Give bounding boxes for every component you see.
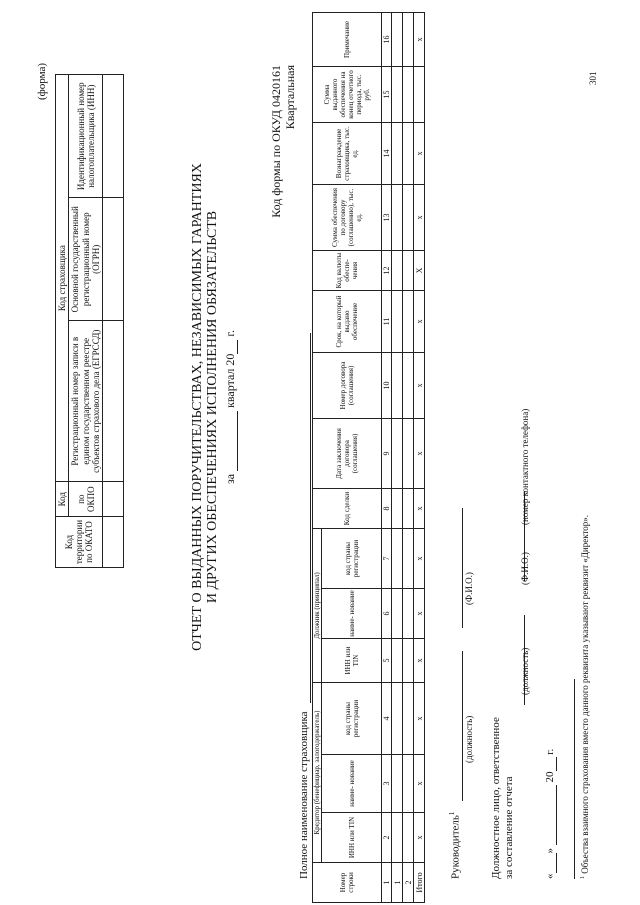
ogrn-value bbox=[103, 198, 124, 321]
table-cell: x bbox=[414, 813, 425, 863]
responsible-label: Должностное лицо, ответственное за составление отчета bbox=[490, 717, 515, 879]
table-cell bbox=[403, 185, 414, 251]
table-cell: x bbox=[414, 123, 425, 185]
footnote-divider bbox=[574, 679, 575, 879]
column-number-cell: 9 bbox=[382, 419, 392, 489]
column-number-cell: 2 bbox=[382, 813, 392, 863]
table-cell bbox=[392, 813, 403, 863]
table-cell: X bbox=[414, 251, 425, 291]
table-cell bbox=[392, 123, 403, 185]
column-number-cell: 5 bbox=[382, 639, 392, 683]
responsible-fio-caption: (Ф.И.О.) bbox=[520, 552, 530, 585]
table-row bbox=[403, 13, 414, 903]
column-number-cell: 4 bbox=[382, 683, 392, 755]
header-contract-date: Дата заключения договора (соглашения) bbox=[313, 419, 382, 489]
table-cell bbox=[403, 123, 414, 185]
table-cell: 1 bbox=[392, 863, 403, 903]
table-cell bbox=[403, 489, 414, 529]
egrssd-cell: Регистрационный номер записи в едином государственном реестре субъектов страхового дела (ЕГРССД) bbox=[69, 321, 103, 482]
table-cell: 2 bbox=[403, 863, 414, 903]
table-body bbox=[392, 13, 425, 903]
table-cell bbox=[392, 529, 403, 589]
column-number-cell: 6 bbox=[382, 589, 392, 639]
okud-block bbox=[270, 65, 298, 265]
okud-code: Код формы по ОКУД 0420161 bbox=[269, 65, 283, 218]
table-cell: x bbox=[414, 419, 425, 489]
column-number-cell: 15 bbox=[382, 67, 392, 123]
header-row-number: Номер строки bbox=[313, 863, 382, 903]
okpo-cell: по ОКПО bbox=[69, 482, 103, 517]
header-creditor: Кредитор (бенефициар, залогодержатель) bbox=[313, 683, 322, 863]
table-cell bbox=[392, 353, 403, 419]
table-cell: x bbox=[414, 353, 425, 419]
table-cell bbox=[403, 683, 414, 755]
table-cell: x bbox=[414, 589, 425, 639]
okato-value bbox=[103, 517, 124, 568]
table-cell bbox=[403, 755, 414, 813]
table-cell bbox=[403, 639, 414, 683]
egrssd-value bbox=[103, 321, 124, 482]
header-note: Примечание bbox=[313, 13, 382, 67]
head-fio-field bbox=[450, 508, 463, 628]
column-number-cell: 16 bbox=[382, 13, 392, 67]
report-period: за квартал 20 г. bbox=[222, 330, 237, 484]
date-year-blank bbox=[544, 758, 557, 772]
head-signature bbox=[448, 479, 463, 879]
page-number: 301 bbox=[588, 71, 598, 85]
inn-cell: Идентификационный номер налогоплательщика (ИНН) bbox=[69, 75, 103, 198]
okpo-top-cell: Код bbox=[56, 482, 69, 517]
column-number-cell: 14 bbox=[382, 123, 392, 185]
table-cell: Итого bbox=[414, 863, 425, 903]
table-cell bbox=[403, 13, 414, 67]
header-issued-sum: Сумма выданного обеспечения на конец отчетного периода, тыс. руб. bbox=[313, 67, 382, 123]
table-cell: x bbox=[414, 683, 425, 755]
column-number-cell: 12 bbox=[382, 251, 392, 291]
insurer-code-cell: Код страховщика bbox=[56, 75, 69, 482]
phone-caption: (номер контактного телефона) bbox=[520, 408, 530, 525]
table-cell: x bbox=[414, 529, 425, 589]
head-footnote-mark: 1 bbox=[448, 811, 456, 816]
insurer-name-label: Полное наименование страховщика bbox=[298, 711, 310, 879]
table-cell bbox=[392, 13, 403, 67]
table-cell bbox=[392, 67, 403, 123]
table-cell bbox=[392, 291, 403, 353]
responsible-position-caption: (должность) bbox=[520, 647, 530, 695]
year-blank bbox=[224, 340, 238, 354]
okato-cell: Код территории по ОКАТО bbox=[56, 517, 103, 568]
codes-table bbox=[55, 74, 124, 568]
header-debtor-country: код страны регистрации bbox=[322, 529, 382, 589]
table-cell bbox=[392, 683, 403, 755]
column-number-cell: 8 bbox=[382, 489, 392, 529]
table-cell bbox=[403, 813, 414, 863]
footnote: $^1$ Объества взаимного страхования вместо данного реквизита указывают реквизит «Директор». bbox=[580, 514, 590, 879]
table-cell bbox=[392, 489, 403, 529]
header-contract-number: Номер договора (соглашения) bbox=[313, 353, 382, 419]
head-position-caption: (должность) bbox=[464, 715, 474, 763]
head-position-field bbox=[450, 651, 463, 801]
report-date: « » 20 г. bbox=[544, 748, 556, 879]
table-cell bbox=[403, 529, 414, 589]
header-term: Срок, на который выдано обеспечение bbox=[313, 291, 382, 353]
insurer-name-field bbox=[298, 333, 311, 703]
table-cell bbox=[392, 589, 403, 639]
table-cell bbox=[403, 251, 414, 291]
column-number-cell: 7 bbox=[382, 529, 392, 589]
header-sum: Сумма обеспечения по договору (соглашению), тыс. ед. bbox=[313, 185, 382, 251]
column-number-cell: 10 bbox=[382, 353, 392, 419]
head-label: Руководитель bbox=[449, 815, 462, 879]
table-cell: x bbox=[414, 755, 425, 813]
quarter-blank bbox=[224, 411, 238, 471]
header-currency-code: Код валюты обеспе- чения bbox=[313, 251, 382, 291]
title-line-1: ОТЧЕТ О ВЫДАННЫХ ПОРУЧИТЕЛЬСТВАХ, НЕЗАВИСИМЫХ ГАРАНТИЯХ bbox=[190, 163, 205, 651]
table-cell bbox=[403, 291, 414, 353]
table-cell bbox=[403, 353, 414, 419]
table-cell: x bbox=[414, 489, 425, 529]
table-cell bbox=[392, 419, 403, 489]
header-reward: Вознаграждение страховщика, тыс. ед. bbox=[313, 123, 382, 185]
header-debtor: Должник (принципал) bbox=[313, 529, 322, 683]
table-cell bbox=[392, 755, 403, 813]
periodicity: Квартальная bbox=[282, 65, 297, 130]
guarantees-table bbox=[312, 12, 425, 903]
column-number-cell: 13 bbox=[382, 185, 392, 251]
column-number-cell: 11 bbox=[382, 291, 392, 353]
column-numbers-row bbox=[382, 13, 392, 903]
table-cell: x bbox=[414, 291, 425, 353]
table-cell bbox=[392, 185, 403, 251]
insurer-name-row bbox=[298, 319, 311, 879]
header-debtor-name: наиме- нование bbox=[322, 589, 382, 639]
header-creditor-inn: ИНН или TIN bbox=[322, 813, 382, 863]
okpo-value bbox=[103, 482, 124, 517]
header-creditor-country: код страны регистрации bbox=[322, 683, 382, 755]
ogrn-cell: Основной государственный регистрационный номер (ОГРН) bbox=[69, 198, 103, 321]
table-cell bbox=[403, 67, 414, 123]
table-cell bbox=[403, 589, 414, 639]
table-cell bbox=[392, 639, 403, 683]
table-cell: x bbox=[414, 639, 425, 683]
table-cell: x bbox=[414, 185, 425, 251]
form-label: (форма) bbox=[36, 62, 48, 100]
head-fio-caption: (Ф.И.О.) bbox=[464, 572, 474, 605]
header-creditor-name: наиме- нование bbox=[322, 755, 382, 813]
column-number-cell: 3 bbox=[382, 755, 392, 813]
table-row bbox=[392, 13, 403, 903]
report-title bbox=[190, 107, 238, 707]
day-blank bbox=[544, 854, 557, 874]
header-deal-code: Код сделки bbox=[313, 489, 382, 529]
table-cell bbox=[414, 67, 425, 123]
month-blank bbox=[544, 785, 557, 845]
inn-value bbox=[103, 75, 124, 198]
table-cell: x bbox=[414, 13, 425, 67]
title-line-2: И ДРУГИХ ОБЕСПЕЧЕНИЯХ ИСПОЛНЕНИЯ ОБЯЗАТЕЛЬСТВ bbox=[205, 210, 221, 604]
header-debtor-inn: ИНН или TIN bbox=[322, 639, 382, 683]
table-cell bbox=[392, 251, 403, 291]
table-cell bbox=[403, 419, 414, 489]
column-number-cell: 1 bbox=[382, 863, 392, 903]
table-row bbox=[414, 13, 425, 903]
